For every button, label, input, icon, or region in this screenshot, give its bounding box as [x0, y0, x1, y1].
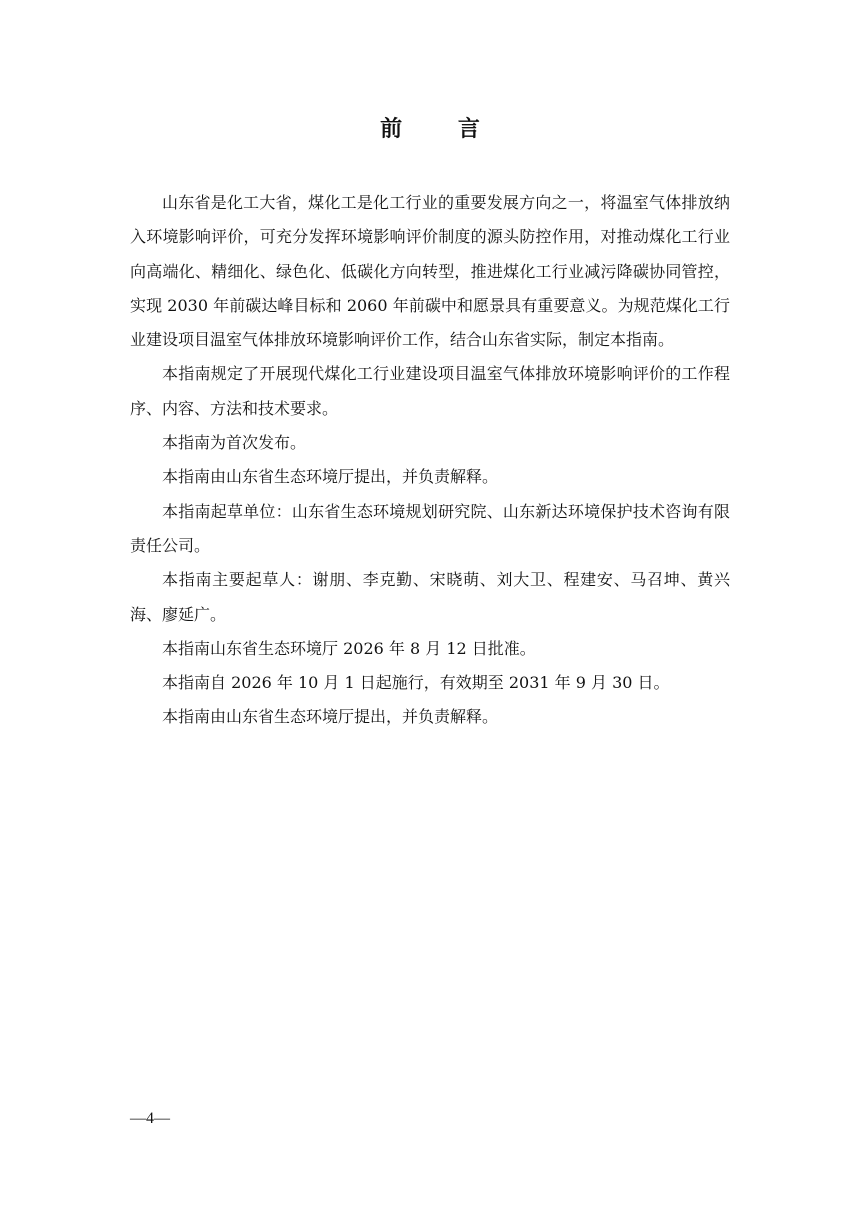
paragraph-drafting-units: 本指南起草单位：山东省生态环境规划研究院、山东新达环境保护技术咨询有限责任公司。	[130, 501, 730, 555]
page-number: —4—	[130, 1110, 170, 1127]
paragraph-proposer: 本指南由山东省生态环境厅提出，并负责解释。	[162, 467, 499, 487]
paragraph-approval: 本指南山东省生态环境厅 2026 年 8 月 12 日批准。	[162, 638, 536, 658]
paragraph-drafters: 本指南主要起草人：谢朋、李克勤、宋晓萌、刘大卫、程建安、马召坤、黄兴海、廖延广。	[130, 570, 730, 624]
paragraph-background: 山东省是化工大省，煤化工是化工行业的重要发展方向之一，将温室气体排放纳入环境影响评价，可充分发挥环境影响评价制度的源头防控作用，对推动煤化工行业向高端化、精细化、绿色化、低碳化方向转型，推进煤化工行业减污降碳协同管控，实现 2030 年前碳达峰目标和 2060 年前碳中和愿景具有重要意义。为规范煤化工行业建设项目温室气体排放环境影响评价工作，结合山东省实际，制定本指南。	[130, 193, 730, 350]
paragraph-first-release: 本指南为首次发布。	[162, 433, 307, 453]
document-body	[130, 186, 730, 735]
paragraph-effective-date: 本指南自 2026 年 10 月 1 日起施行，有效期至 2031 年 9 月 30 日。	[162, 673, 670, 693]
paragraph-scope: 本指南规定了开展现代煤化工行业建设项目温室气体排放环境影响评价的工作程序、内容、方法和技术要求。	[130, 364, 730, 418]
page-title: 前 言	[380, 116, 504, 142]
paragraph-interpretation: 本指南由山东省生态环境厅提出，并负责解释。	[162, 707, 499, 727]
